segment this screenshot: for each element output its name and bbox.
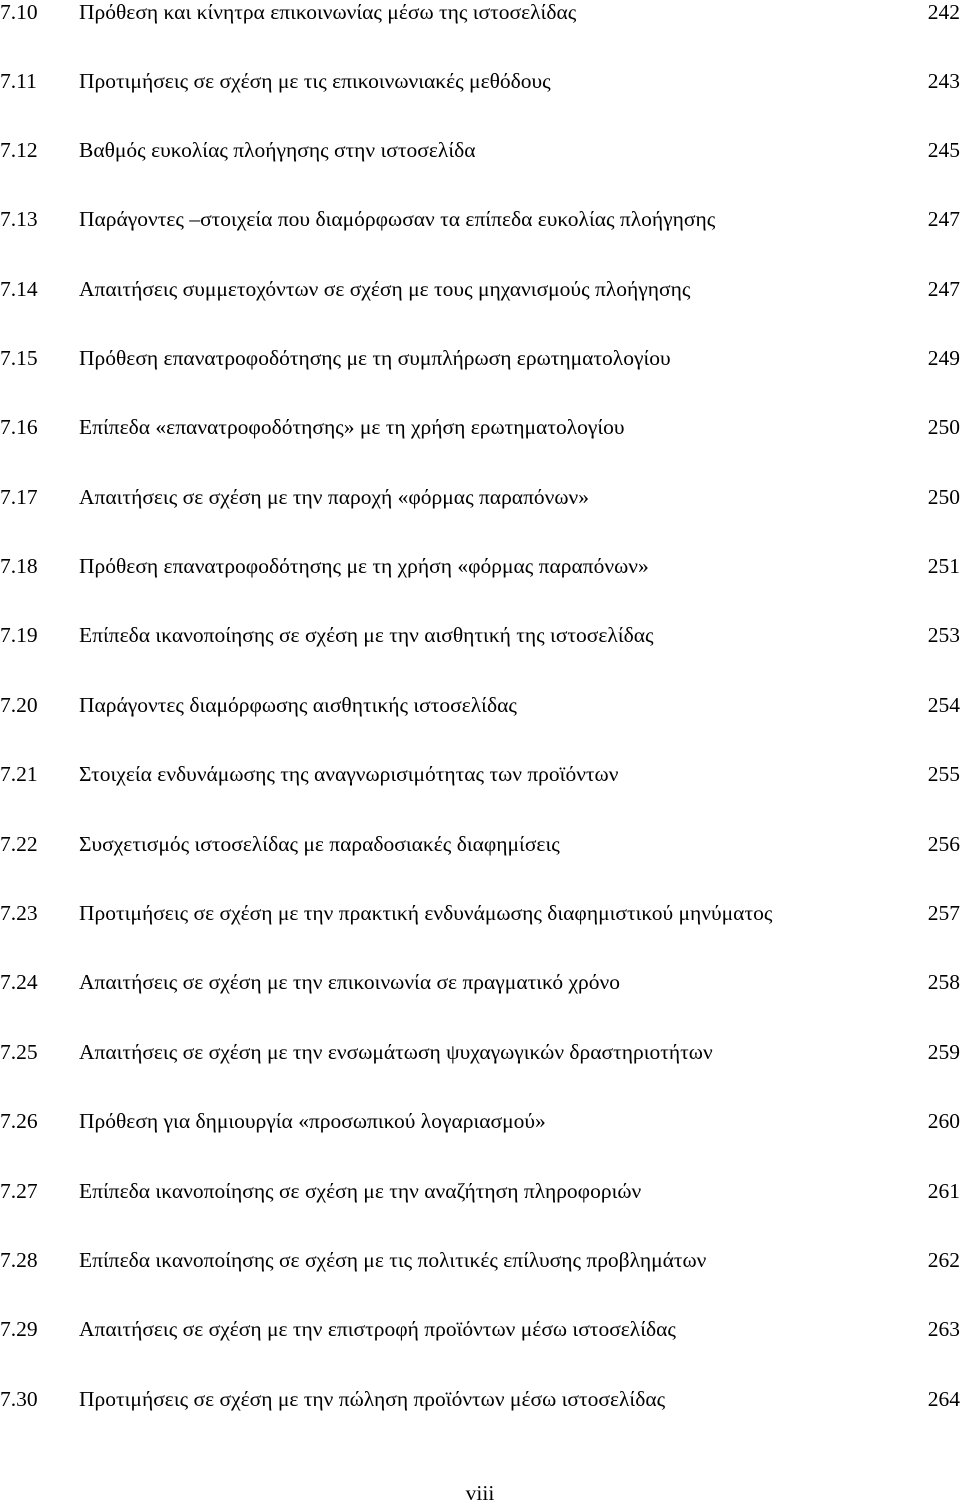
toc-entry-page: 254	[927, 693, 960, 717]
toc-entry	[0, 1243, 960, 1277]
toc-entry-title: Προτιμήσεις σε σχέση με την πώληση προϊόντων μέσω ιστοσελίδας	[79, 1387, 666, 1411]
toc-entry	[0, 1382, 960, 1416]
toc-entry	[0, 688, 960, 722]
toc-entry-title: Πρόθεση για δημιουργία «προσωπικού λογαριασμού»	[79, 1109, 546, 1133]
toc-entry-page: 247	[927, 277, 960, 301]
toc-entry-page: 247	[927, 207, 960, 231]
toc-entry-number: 7.18	[0, 554, 38, 578]
toc-entry-title: Επίπεδα «επανατροφοδότησης» με τη χρήση ερωτηματολογίου	[79, 415, 625, 439]
toc-entry-number: 7.22	[0, 832, 38, 856]
toc-entry-page: 260	[927, 1109, 960, 1133]
toc-entry-title: Βαθμός ευκολίας πλοήγησης στην ιστοσελίδα	[79, 138, 476, 162]
toc-entry-page: 250	[927, 485, 960, 509]
toc-entry-title: Επίπεδα ικανοποίησης σε σχέση με τις πολιτικές επίλυσης προβλημάτων	[79, 1248, 707, 1272]
toc-entry	[0, 202, 960, 236]
toc-entry	[0, 410, 960, 444]
toc-entry-title: Απαιτήσεις σε σχέση με την ενσωμάτωση ψυχαγωγικών δραστηριοτήτων	[79, 1040, 713, 1064]
toc-entry-title: Παράγοντες διαμόρφωσης αισθητικής ιστοσελίδας	[79, 693, 517, 717]
toc-entry-number: 7.12	[0, 138, 38, 162]
toc-entry	[0, 0, 960, 29]
toc-entry-page: 264	[927, 1387, 960, 1411]
toc-entry-number: 7.28	[0, 1248, 38, 1272]
toc-entry	[0, 1035, 960, 1069]
toc-entry-title: Πρόθεση και κίνητρα επικοινωνίας μέσω της ιστοσελίδας	[79, 0, 577, 24]
toc-entry	[0, 133, 960, 167]
toc-entry-page: 255	[927, 762, 960, 786]
toc-entry-number: 7.16	[0, 415, 38, 439]
toc-entry-page: 249	[927, 346, 960, 370]
toc-entry-title: Προτιμήσεις σε σχέση με τις επικοινωνιακές μεθόδους	[79, 69, 551, 93]
toc-entry-number: 7.10	[0, 0, 38, 24]
toc-entry-title: Επίπεδα ικανοποίησης σε σχέση με την αισθητική της ιστοσελίδας	[79, 623, 654, 647]
toc-entry-title: Απαιτήσεις σε σχέση με την παροχή «φόρμας παραπόνων»	[79, 485, 590, 509]
toc-entry-number: 7.26	[0, 1109, 38, 1133]
toc-entry-number: 7.20	[0, 693, 38, 717]
toc-entry-number: 7.30	[0, 1387, 38, 1411]
toc-entry-title: Απαιτήσεις σε σχέση με την επιστροφή προϊόντων μέσω ιστοσελίδας	[79, 1317, 676, 1341]
toc-entry-page: 253	[927, 623, 960, 647]
toc-entry-number: 7.19	[0, 623, 38, 647]
toc-entry	[0, 827, 960, 861]
toc-entry-page: 263	[927, 1317, 960, 1341]
toc-entry-page: 257	[927, 901, 960, 925]
toc-entry-number: 7.25	[0, 1040, 38, 1064]
toc-entry-title: Απαιτήσεις συμμετοχόντων σε σχέση με τους μηχανισμούς πλοήγησης	[79, 277, 691, 301]
toc-entry-title: Προτιμήσεις σε σχέση με την πρακτική ενδυνάμωσης διαφημιστικού μηνύματος	[79, 901, 773, 925]
toc-entry-page: 242	[927, 0, 960, 24]
toc-entry	[0, 272, 960, 306]
toc-entry-page: 256	[927, 832, 960, 856]
toc-entry-number: 7.11	[0, 69, 37, 93]
toc-entry-number: 7.21	[0, 762, 38, 786]
toc-entry	[0, 1104, 960, 1138]
toc-entry	[0, 1174, 960, 1208]
toc-entry-number: 7.15	[0, 346, 38, 370]
toc-entry	[0, 341, 960, 375]
toc-entry-number: 7.13	[0, 207, 38, 231]
toc-entry-page: 261	[927, 1179, 960, 1203]
toc-entry-title: Επίπεδα ικανοποίησης σε σχέση με την αναζήτηση πληροφοριών	[79, 1179, 642, 1203]
footer-page-number: viii	[465, 1481, 495, 1505]
toc-entry-page: 262	[927, 1248, 960, 1272]
toc-entry-title: Στοιχεία ενδυνάμωσης της αναγνωρισιμότητας των προϊόντων	[79, 762, 619, 786]
toc-entry	[0, 965, 960, 999]
toc-entry	[0, 1312, 960, 1346]
toc-entry-number: 7.27	[0, 1179, 38, 1203]
toc-entry-page: 259	[927, 1040, 960, 1064]
toc-entry	[0, 757, 960, 791]
toc-entry-title: Πρόθεση επανατροφοδότησης με τη χρήση «φόρμας παραπόνων»	[79, 554, 649, 578]
toc-entry-page: 243	[927, 69, 960, 93]
toc-entry-number: 7.24	[0, 970, 38, 994]
toc-entry-number: 7.17	[0, 485, 38, 509]
toc-entry-title: Συσχετισμός ιστοσελίδας με παραδοσιακές διαφημίσεις	[79, 832, 560, 856]
toc-entry	[0, 549, 960, 583]
toc-entry-title: Απαιτήσεις σε σχέση με την επικοινωνία σε πραγματικό χρόνο	[79, 970, 620, 994]
toc-entry-number: 7.23	[0, 901, 38, 925]
toc-entry	[0, 896, 960, 930]
toc-entry	[0, 64, 960, 98]
toc-entry-number: 7.29	[0, 1317, 38, 1341]
toc-entry	[0, 480, 960, 514]
toc-entry	[0, 618, 960, 652]
toc-entry-title: Παράγοντες –στοιχεία που διαμόρφωσαν τα επίπεδα ευκολίας πλοήγησης	[79, 207, 716, 231]
toc-entry-page: 250	[927, 415, 960, 439]
toc-entry-page: 258	[927, 970, 960, 994]
toc-entry-number: 7.14	[0, 277, 38, 301]
toc-entry-page: 245	[927, 138, 960, 162]
toc-entry-page: 251	[927, 554, 960, 578]
toc-entry-title: Πρόθεση επανατροφοδότησης με τη συμπλήρωση ερωτηματολογίου	[79, 346, 671, 370]
